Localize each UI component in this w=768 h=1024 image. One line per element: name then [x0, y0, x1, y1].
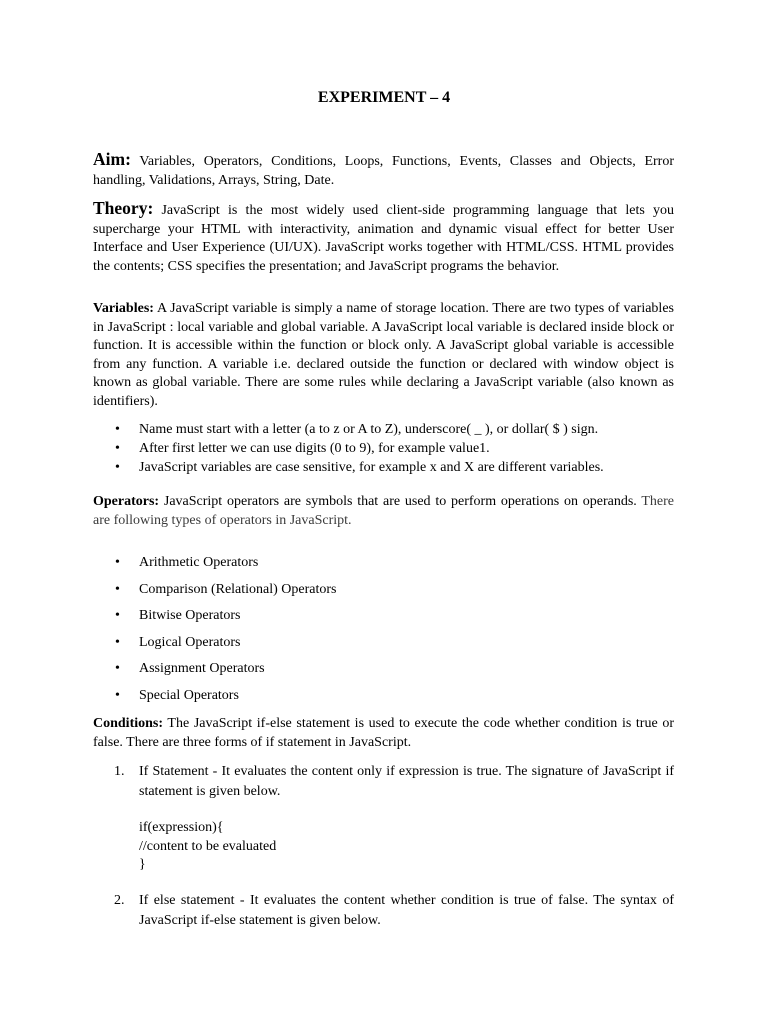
list-item: • JavaScript variables are case sensitive, for example x and X are different variables. [115, 460, 604, 475]
operators-text: JavaScript operators are symbols that are used to perform operations on operands. [159, 494, 637, 509]
list-item: • Logical Operators [93, 630, 674, 657]
numbered-item-if [93, 762, 674, 802]
aim-text: Variables, Operators, Conditions, Loops, Functions, Events, Classes and Objects, Error handling, Validations, Arrays, String, Date. [93, 154, 674, 188]
conditions-text: The JavaScript if-else statement is used to execute the code whether condition is true or false. There are three forms of if statement in JavaScript. [93, 716, 674, 750]
theory-label: Theory: [93, 198, 154, 218]
bullet-icon: • [115, 460, 120, 475]
list-item: • After first letter we can use digits (0 to 9), for example value1. [115, 441, 490, 456]
list-item: • Name must start with a letter (a to z or A to Z), underscore( _ ), or dollar( $ ) sign. [115, 422, 599, 437]
operator-types-list [93, 550, 674, 709]
conditions-label: Conditions: [93, 716, 164, 731]
operators-text-gray: There are following types of operators in JavaScript. [93, 494, 674, 528]
bullet-icon: • [115, 555, 120, 570]
theory-paragraph [93, 199, 674, 276]
variables-paragraph [93, 300, 674, 411]
bullet-icon: • [115, 608, 120, 623]
list-item: • Comparison (Relational) Operators [93, 577, 674, 604]
list-item: • Assignment Operators [93, 656, 674, 683]
bullet-icon: • [115, 581, 120, 597]
variable-rules-list [93, 420, 674, 477]
code-line: } [139, 857, 146, 872]
operators-paragraph [93, 493, 674, 530]
variables-text: A JavaScript variable is simply a name of storage location. There are two types of variables in JavaScript : local variable and global variable. A JavaScript local variable is declared inside block or function. It is accessible within the function or block only. A JavaScript global variable is accessible from any function. A variable i.e. declared outside the function or declared with window object is known as global variable. There are some rules while declaring a JavaScript variable (also known as identifiers). [93, 301, 674, 409]
operators-label: Operators: [93, 494, 160, 509]
bullet-icon: • [115, 441, 120, 456]
item-text: If else statement - It evaluates the content whether condition is true of false. The syntax of JavaScript if-else statement is given below. [139, 893, 674, 928]
list-item: • Bitwise Operators [93, 603, 674, 630]
page-title: EXPERIMENT – 4 [317, 89, 451, 106]
code-line: if(expression){ [139, 820, 224, 835]
bullet-icon: • [115, 661, 120, 676]
list-item: • Special Operators [93, 683, 674, 710]
item-number: 2. [114, 893, 125, 908]
list-item: • Arithmetic Operators [93, 550, 674, 577]
item-text: If Statement - It evaluates the content only if expression is true. The signature of JavaScript if statement is given below. [139, 764, 674, 799]
variables-label: Variables: [93, 301, 154, 316]
code-snippet [139, 819, 276, 875]
bullet-icon: • [115, 422, 120, 437]
conditions-paragraph [93, 715, 674, 752]
item-number: 1. [114, 764, 125, 779]
numbered-item-if-else [93, 891, 674, 931]
theory-text: JavaScript is the most widely used client-side programming language that lets you supercharge your HTML with interactivity, animation and dynamic visual effect for better User Interface and User Experience (UI/UX). JavaScript works together with HTML/CSS. HTML provides the contents; CSS specifies the presentation; and JavaScript programs the behavior. [93, 203, 674, 274]
bullet-icon: • [115, 687, 120, 703]
code-line: //content to be evaluated [139, 838, 277, 854]
aim-paragraph [93, 150, 674, 190]
aim-label: Aim: [93, 149, 131, 169]
bullet-icon: • [115, 634, 120, 650]
